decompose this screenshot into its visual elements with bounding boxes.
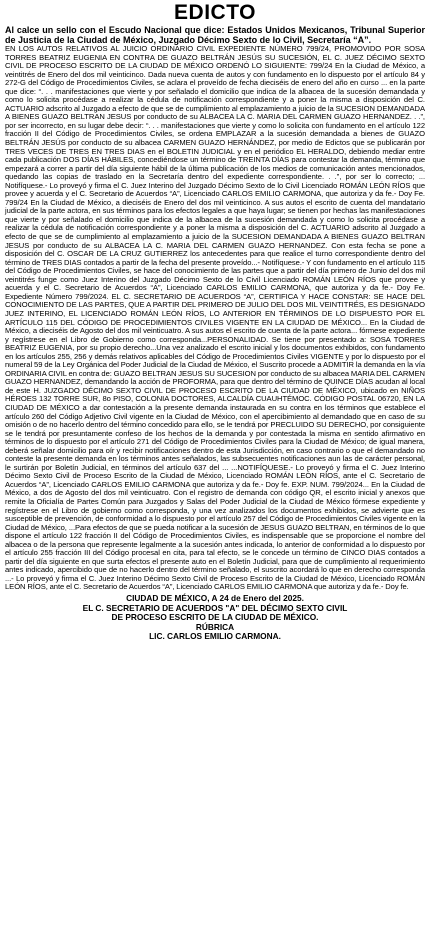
secretary-line-1: EL C. SECRETARIO DE ACUERDOS "A" DEL DÉCIMO SEXTO CIVIL: [82, 602, 348, 613]
edict-footer: [5, 594, 425, 642]
edict-body: EN LOS AUTOS RELATIVOS AL JUICIO ORDINARIO CIVIL EXPEDIENTE NÚMERO 799/24, PROMOVIDO POR SOSA TORRES BEATRIZ EUGENIA EN CONTRA DE GUAZO BELTRÁN JESÚS SU SUCESIÓN, EL C. JUEZ DÉCIMO SEXTO CIVIL DE PROCESO ESCRITO DE LA CIUDAD DE MÉXICO ORDENÓ LO SIGUIENTE: 799/24 En la Ciudad de México, a veintitrés de Enero del dos mil veinticinco. Dada nueva cuenta de autos y con fundamento en lo dispuesto por el artículo 84 y 272-G del Código de Procedimientos Civiles, se aclara el proveído de fecha dieciséis de enero del año en curso ... en la parte que dice: “. . . manifestaciones que vierte y por señalado el domicilio que indica de la albacea de la sucesión demandada y como lo solicita procédase a realizar la cédula de notificación correspondiente y a poner la misma a disposición del C. ACTUARIO adscrito al Juzgado a efecto de que se de cumplimiento al emplazamiento a juicio de la SUCESION DEMANDADA A BIENES GUAZO BELTRAN JESUS por conducto de su ALBACEA LA C. MARIA DEL CARMEN GUAZO HERNANDEZ. . .”, por ser incorrecto, en su lugar debe decir: “. . . manifestaciones que vierte y como lo solicita con fundamento en el artículo 122 fracción II del Código de Procedimientos Civiles, se ordena EMPLAZAR a la sucesión demandada a bienes de GUAZO BELTRÁN JESÚS por conducto de su albacea CARMEN GUAZO HERNÁNDEZ, por medio de Edictos que se publicarán por TRES VECES DE TRES EN TRES DIAS en el BOLETIN JUDICIAL y en el periódico EL HERALDO, debiendo mediar entre cada publicación DOS DÍAS HÁBILES, concediéndose un término de TREINTA DÍAS para contestar la demanda, término que empezará a correr a partir del día siguiente hábil de la última publicación de los medios de comunicación antes mencionados, quedando las copias de traslado en la Secretaría dentro del expediente correspondiente. . .”, por ser lo correcto; ... Notifíquese.- Lo proveyó y firma el C. Juez Interino del Juzgado Décimo Sexto de lo Civil Licenciado ROMÁN LEÓN RÍOS que provee y acuerda y el C. Secretario de Acuerdos “A”, Licenciado CARLOS EMILIO CARMONA, que autoriza y da fe.- Doy Fe. 799/24 En la Ciudad de México, a dieciséis de Enero del dos mil veinticinco. A sus autos el escrito de cuenta del mandatario judicial de la parte actora, en sus términos para los efectos legales a que haya lugar; se tienen por hechas las manifestaciones que vierte y por señalado el domicilio que indica de la albacea de la sucesión demandada y como lo solicita procédase a realizar la cédula de notificación correspondiente y a poner la misma a disposición del C. ACTUARIO adscrito al Juzgado a efecto de que se de cumplimiento al emplazamiento a juicio de la SUCESION DEMANDADA A BIENES GUAZO BELTRAN JESUS por conducto de su ALBACEA LA C. MARIA DEL CARMEN GUAZO HERNANDEZ. Con esta fecha se pone a disposición del C. OSCAR DE LA CRUZ GUTIERREZ los antecedentes para que realice el turno correspondiente dentro del término de TRES DIAS contados a partir de la fecha del presente proveído...- Notifíquese.- Y con fundamento en el artículo 115 del Código de Procedimientos Civiles, se hace del conocimiento de las partes que a partir del día primero de Junio del dos mil veintitrés funge como Juez Interino del Juzgado Décimo Sexto de lo Civil Licenciado ROMÁN LEÓN RÍOS que provee y acuerda y el C. Secretario de Acuerdos “A”, Licenciado CARLOS EMILIO CARMONA, que autoriza y da fe.- Doy Fe. Expediente Número 799/2024. EL C. SECRETARIO DE ACUERDOS “A”, CERTIFICA Y HACE CONSTAR: SE HACE DEL CONOCIMIENTO DE LAS PARTES, QUE A PARTIR DEL PRIMERO DE JULIO DEL DOS MIL VEINTITRÉS, ES DESIGNADO JUEZ INTERINO, EL LICENCIADO ROMÁN LEÓN RÍOS, LO ANTERIOR EN TÉRMINOS DE LO DISPUESTO POR EL ARTÍCULO 115 DEL CÓDIGO DE PROCEDIMIENTOS CIVILES VIGENTE EN LA CIUDAD DE MÉXICO... En la Ciudad de México, a dieciséis de Agosto del dos mil veinticuatro. A sus autos el escrito de cuenta de la parte actora... fórmese expediente y regístrese en el Libro de Gobierno como corresponda...PERSONALIDAD. Se tiene por presentado a: SOSA TORRES BEATRIZ EUGENIA, por su propio derecho...Una vez analizado el escrito inicial y los documentos exhibidos, con fundamento en los artículos 255, 256 y demás relativos aplicables del Código de Procedimientos Civiles VIGENTE y por lo dispuesto por el numeral 59 de la Ley Orgánica del Poder Judicial de la Ciudad de México, el Suscrito procede a ADMITIR la demanda en la vía ORDINARIA CIVIL en contra de: GUAZO BELTRAN JESUS SU SUCESION por conducto de su albacea MARIA DEL CARMEN GUAZO HERNANDEZ, demandando la acción de PROFORMA, para que dentro del término de QUINCE DÍAS acudan al local de este H. JUZGADO DÉCIMO SEXTO CIVIL DE PROCESO ESCRITO DE LA CIUDAD DE MÉXICO, ubicado en NIÑOS HÉROES 132 TORRE SUR, 8o PISO, COLONIA DOCTORES, ALCALDÍA CUAUHTÉMOC. CÓDIGO POSTAL 06720, EN LA CIUDAD DE MÉXICO a dar contestación a la presente demanda instaurada en su contra en los términos que establece el artículo 260 del Código Adjetivo Civil vigente en la Ciudad de México, con el apercibimiento al demandado que en caso de su omisión o de no hacerlo dentro del término concedido para ello, se le tendrá por PRECLUIDO SU DERECHO, por consiguiente se le tendrá por presuntamente confeso de los hechos de la demanda y por contestada la misma en sentido afirmativo en términos de lo dispuesto por el artículo 271 del Código de Procedimientos Civiles para la Ciudad de México; de igual manera, deberá señalar domicilio para oír y recibir notificaciones dentro de esta Jurisdicción, en caso contrario o que el demandado no conteste la presente demanda en los términos antes señalados, las subsecuentes notificaciones aun las de carácter personal, le surtirán por Boletín Judicial, en términos del artículo 637 del ... ...NOTIFÍQUESE.- Lo proveyó y firma el C. Juez Interino Décimo Sexto Civil de Proceso Escrito de la Ciudad de México, Licenciado ROMÁN LEÓN RÍOS, ante el C. Secretario de Acuerdos “A”, Licenciado CARLOS EMILIO CARMONA que autoriza y da fe.- Doy fe. EXP. NUM. 799/2024... En la Ciudad de México, a dos de Agosto del dos mil veinticuatro. Con el registro de demanda con código QR, el escrito inicial y anexos que remite la Oficialía de Partes Común para Juzgados y Salas del Poder Judicial de la Ciudad de México fórmese expediente y regístrese en el Libro de gobierno como corresponda, y una vez analizados los documentos exhibidos, se advierte que es susceptible de prevención, de conformidad a lo dispuesto por el artículo 257 del Código de Procedimientos Civiles vigente en la Ciudad de México, ...Para efectos de que se pueda notificar a la sucesión de JESUS GUAZO BELTRAN, en términos de lo que dispone el artículo 122 fracción II del Código de Procedimientos Civiles, es indispensable que se proporcione el nombre del albacea o de la persona que represente legalmente a la sucesión antes indicada, lo anterior de conformidad a lo dispuesto por el artículo 255 fracción III del Código procesal en cita, para tal efecto, se le concede un término de CINCO DIAS contados a partir del día siguiente en que surta efectos el presente auto en el Boletín Judicial, para que de cumplimiento al requerimiento antes indicado, apercibido que de no hacerlo dentro del término señalado, el suscrito acordará lo que en derecho corresponda ...- Lo proveyó y firma el C. Juez Interino Décimo Sexto Civil de Proceso Escrito de la Ciudad de México, Licenciado ROMÁN LEÓN RÍOS, ante el C. Secretario de Acuerdos “A”, Licenciado CARLOS EMILIO CARMONA que autoriza y da fe.- Doy fe.: [5, 44, 425, 592]
edict-title: EDICTO: [174, 1, 256, 24]
place-date: CIUDAD DE MÉXICO, A 24 de Enero del 2025.: [126, 593, 304, 603]
signature-label: RÚBRICA: [195, 621, 235, 632]
seal-note: Al calce un sello con el Escudo Nacional que dice: Estados Unidos Mexicanos, Tribunal Superior de Justicia de la Ciudad de México, Juzgado Décimo Sexto de lo Civil, Secretaría “A”.: [5, 25, 425, 45]
signer-name: LIC. CARLOS EMILIO CARMONA.: [149, 631, 281, 642]
secretary-line-2: DE PROCESO ESCRITO DE LA CIUDAD DE MÉXICO.: [111, 612, 319, 623]
